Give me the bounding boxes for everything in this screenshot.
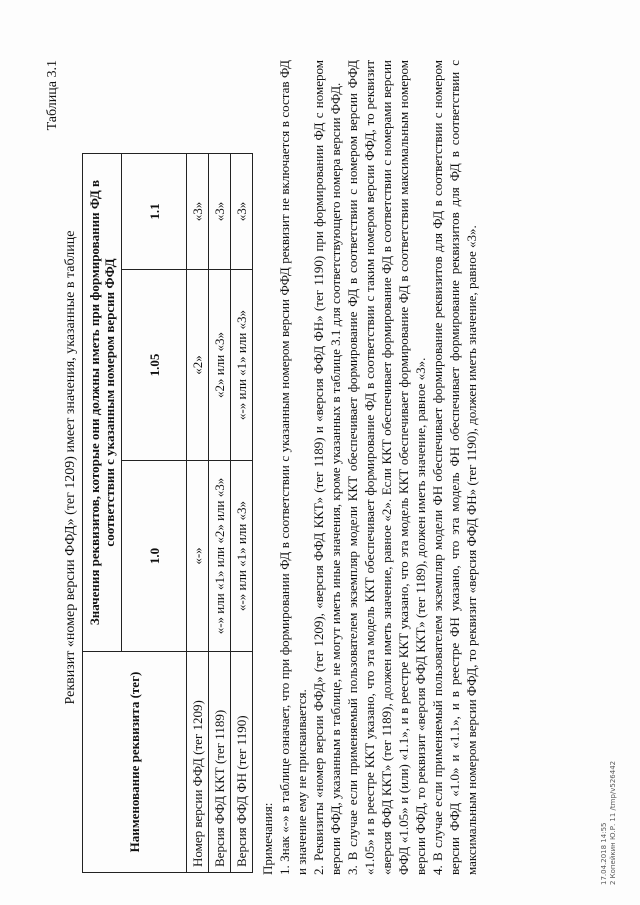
document-content xyxy=(45,60,480,875)
table-row xyxy=(231,154,253,873)
table-intro: Реквизит «номер версии ФФД» (тег 1209) имеет значения, указанные в таблице xyxy=(63,230,78,705)
stamp-line: 17.04.2018 14:55 xyxy=(600,822,608,885)
version-header: 1.0 xyxy=(122,461,187,652)
row-name: Версия ФФД ФН (тег 1190) xyxy=(231,652,253,873)
notes-title: Примечания: xyxy=(260,802,275,875)
note-item: 1. Знак «-» в таблице означает, что при формировании ФД в соответствии с указанным номером версии ФФД реквизит не включается в состав ФД и значение ему не присваивается. xyxy=(277,60,309,875)
row-value: «-» или «1» или «3» xyxy=(231,270,253,461)
notes-section xyxy=(259,60,480,875)
header-name: Наименование реквизита (тег) xyxy=(83,652,187,873)
note-item: 2. Реквизиты «номер версии ФФД» (тег 1209), «версия ФФД ККТ» (тег 1189) и «версия ФФД ФН» (тег 1190) при формировании ФД с номером версии ФФД, указанным в таблице, не могут иметь иные значения, кроме указанных в таблице 3.1 для соответствующего номера версии ФФД. xyxy=(311,60,343,875)
version-header: 1.1 xyxy=(122,154,187,270)
row-value: «-» или «1» или «2» или «3» xyxy=(209,461,231,652)
header-values: Значения реквизитов, которые они должны иметь при формировании ФД в соответствии с указанным номером версии ФФД xyxy=(83,154,122,652)
note-item: 4. В случае если применяемый пользователем экземпляр модели ФН обеспечивает формирование реквизитов для ФД в соответствии с номером версии ФФД «1.0» и «1.1», и в реестре ФН указано, что эта модель ФН обеспечивает формирование реквизитов для ФД в соответствии с максимальным номером версии ФФД, то реквизит «версия ФФД ФН» (тег 1190), должен иметь значение, равное «3». xyxy=(430,60,479,875)
row-value: «3» xyxy=(231,154,253,270)
row-value: «2» или «3» xyxy=(209,270,231,461)
print-stamp xyxy=(600,761,618,885)
version-header: 1.05 xyxy=(122,270,187,461)
table-row xyxy=(209,154,231,873)
row-value: «-» xyxy=(187,461,209,652)
version-table xyxy=(82,153,253,873)
row-value: «2» xyxy=(187,270,209,461)
row-value: «3» xyxy=(209,154,231,270)
row-value: «-» или «1» или «3» xyxy=(231,461,253,652)
row-value: «3» xyxy=(187,154,209,270)
table-row xyxy=(187,154,209,873)
row-name: Версия ФФД ККТ (тег 1189) xyxy=(209,652,231,873)
table-header-row xyxy=(83,154,122,873)
table-number: Таблица 3.1 xyxy=(45,60,60,131)
stamp-line: 2 Копейкин Ю.Р. 11 /tmp/v526442 xyxy=(609,760,617,885)
row-name: Номер версии ФФД (тег 1209) xyxy=(187,652,209,873)
note-item: 3. В случае если применяемый пользователем экземпляр модели ККТ обеспечивает формирование ФД в соответствии с номером версии ФФД «1.05» и в реестре ККТ указано, что эта модель ККТ обеспечивает формирование ФД в соответствии с таким номером версии ФФД, то реквизит «версия ФФД ККТ» (тег 1189), должен иметь значение, равное «2». Если ККТ обеспечивает формирование ФД в соответствии с номерами версии ФФД «1.05» и (или) «1.1», и в реестре ККТ указано, что эта модель ККТ обеспечивает формирование ФД в соответствии максимальным номером версии ФФД, то реквизит «версия ФФД ККТ» (тег 1189), должен иметь значение, равное «3». xyxy=(345,60,428,875)
